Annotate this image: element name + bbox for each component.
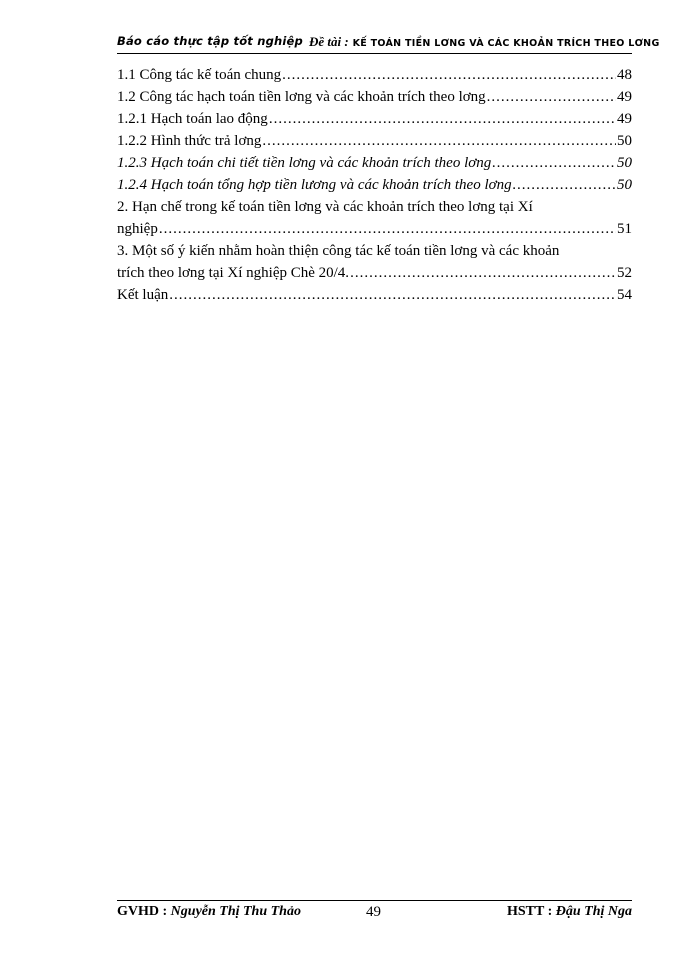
toc-entry-line: 2. Hạn chế trong kế toán tiền lơng và các khoản trích theo lơng tại Xí [117, 199, 533, 215]
toc-entry-title: 1.2.1 Hạch toán lao động [117, 111, 268, 127]
toc-entry [117, 152, 632, 174]
toc-leader [492, 152, 616, 174]
toc-leader [513, 174, 616, 196]
toc-leader [169, 284, 616, 306]
toc-entry-title: 1.2 Công tác hạch toán tiền lơng và các khoản trích theo lơng [117, 89, 486, 105]
advisor-label: GVHD : [117, 904, 168, 919]
toc-entry [117, 64, 632, 86]
toc-entry-line: 3. Một số ý kiến nhằm hoàn thiện công tác kế toán tiền lơng và các khoản [117, 243, 560, 259]
toc-entry-page: 49 [617, 89, 632, 105]
toc-leader [159, 218, 616, 240]
toc-entry-page: 50 [617, 155, 632, 171]
toc-entry [117, 218, 632, 240]
table-of-contents [117, 64, 632, 306]
topic-line [309, 34, 660, 50]
toc-entry-page: 48 [617, 67, 632, 83]
student-name: Đậu Thị Nga [555, 904, 632, 919]
toc-leader [262, 130, 616, 152]
toc-entry [117, 262, 632, 284]
page-footer [117, 904, 632, 926]
toc-leader [487, 86, 616, 108]
page-header [117, 32, 660, 54]
advisor [117, 904, 301, 920]
topic-label: Đề tài : [309, 34, 349, 49]
toc-entry-title: 1.1 Công tác kế toán chung [117, 67, 282, 83]
toc-entry-page: 50 [617, 133, 632, 149]
toc-entry-page: 49 [617, 111, 632, 127]
toc-entry [117, 174, 632, 196]
toc-entry-title: 1.2.3 Hạch toán chi tiết tiền lơng và các khoản trích theo lơng [117, 155, 492, 171]
toc-entry-title: 1.2.2 Hình thức trả lơng [117, 133, 262, 149]
toc-entry-title: Kết luận [117, 287, 169, 303]
student-label: HSTT : [507, 904, 553, 919]
header-rule [117, 53, 632, 54]
toc-leader [282, 64, 616, 86]
toc-entry [117, 130, 632, 152]
student [507, 904, 632, 920]
toc-entry-page: 52 [617, 265, 632, 281]
toc-entry-page: 51 [617, 221, 632, 237]
toc-leader [269, 108, 616, 130]
topic-title: KẾ TOÁN TIỀN LƠNG VÀ CÁC KHOẢN TRÍCH THEO LƠNG [352, 38, 660, 49]
page-number: 49 [366, 904, 381, 920]
advisor-name: Nguyễn Thị Thu Thảo [170, 904, 301, 919]
toc-entry-title: 1.2.4 Hạch toán tổng hợp tiền lương và các khoản trích theo lơng [117, 177, 512, 193]
footer-rule [117, 900, 632, 901]
toc-entry-page: 50 [617, 177, 632, 193]
toc-entry [117, 86, 632, 108]
toc-entry-title: trích theo lơng tại Xí nghiệp Chè 20/4. [117, 265, 350, 281]
report-title: Báo cáo thực tập tốt nghiệp [117, 34, 303, 48]
toc-entry-page: 54 [617, 287, 632, 303]
toc-entry-title: nghiệp [117, 221, 158, 237]
toc-entry [117, 284, 632, 306]
toc-entry [117, 108, 632, 130]
toc-leader [350, 262, 616, 284]
